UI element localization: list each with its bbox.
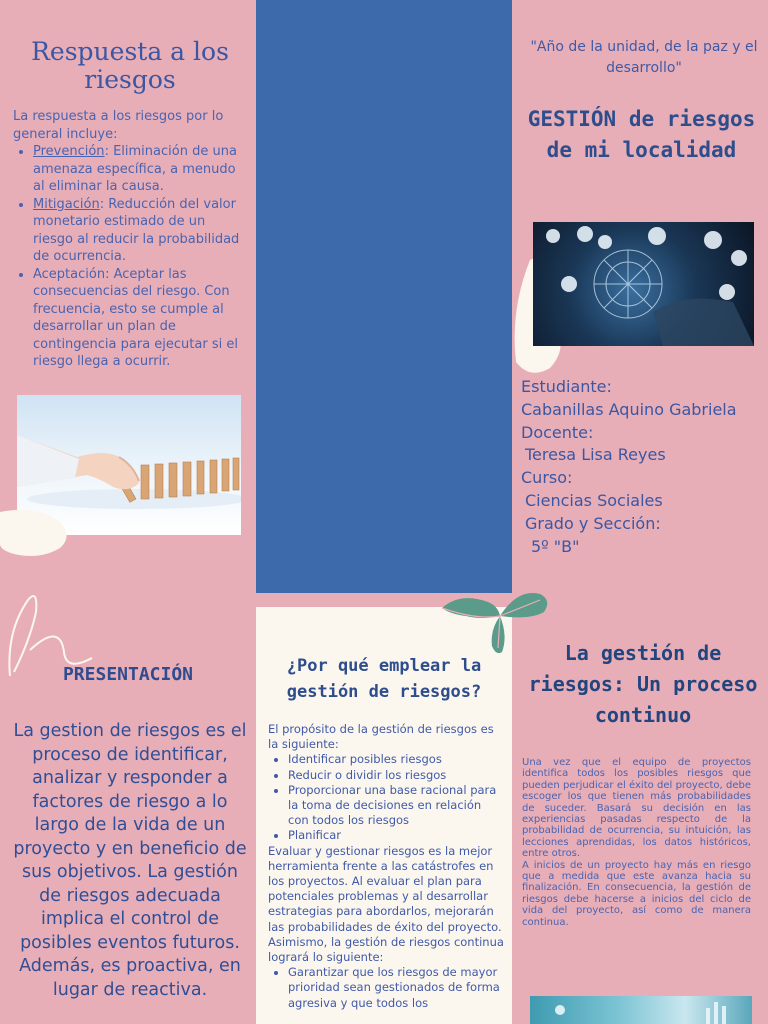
why-item: • Reducir o dividir los riesgos xyxy=(288,768,504,783)
cover-title: GESTIÓN de riesgos de mi localidad xyxy=(527,107,756,162)
teacher-label: Docente: xyxy=(521,422,594,442)
cover-info xyxy=(521,376,768,558)
why-list-2 xyxy=(268,965,504,1011)
process-paragraph-1: Una vez que el equipo de proyectos identifica todos los posibles riesgos que pueden perjudicar el éxito del proyecto, debe escoger los que tienen más probabilidades de suceder. Basará su decisión en las experiencias pasadas respecto de la probabilidad de ocurrencia, su intuición, las lecciones aprendidas, los datos históricos, entre otros. xyxy=(522,757,751,860)
presentation-title: PRESENTACIÓN xyxy=(62,664,194,685)
presentation-body: La gestion de riesgos es el proceso de identificar, analizar y responder a factores de riesgo a lo largo de la vida de un proyecto y en beneficio de sus objetivos. La gestión de riesgos adecuada implica el control de posibles eventos futuros. Además, es proactiva, en lugar de reactiva. xyxy=(13,721,247,1000)
grade-value: 5º "B" xyxy=(531,536,580,556)
why-item: • Proporcionar una base racional para la toma de decisiones en relación con todos los riesgos xyxy=(288,783,504,829)
risk-tech-photo xyxy=(533,222,754,346)
why-body xyxy=(268,722,504,1011)
process-body xyxy=(522,757,751,928)
why-item: • Identificar posibles riesgos xyxy=(288,752,504,767)
year-quote: "Año de la unidad, de la paz y el desarrollo" xyxy=(530,39,758,76)
teacher-name: Teresa Lisa Reyes xyxy=(525,445,666,465)
process-title: La gestión de riesgos: Un proceso continuo xyxy=(528,641,758,727)
response-intro: La respuesta a los riesgos por lo general incluye: xyxy=(13,109,224,142)
response-item-prevention: • Prevención: Eliminación de una amenaza específica, a menudo al eliminar la causa. xyxy=(33,143,243,196)
why-item: • Garantizar que los riesgos de mayor prioridad sean gestionados de forma agresiva y que todos los xyxy=(288,965,504,1011)
student-label: Estudiante: xyxy=(521,377,612,396)
grade-label: Grado y Sección: xyxy=(525,513,661,533)
course-name: Ciencias Sociales xyxy=(525,490,663,510)
response-item-mitigation: • Mitigación: Reducción del valor monetario estimado de un riesgo al reducir la probabilidad de ocurrencia. xyxy=(33,196,243,266)
bottom-right-photo xyxy=(530,996,752,1024)
process-paragraph-2: A inicios de un proyecto hay más en riesgo que a medida que este avanza hacia su finalización. En consecuencia, la gestión de riesgos debe hacerse a inicios del ciclo de vida del proyecto, así como de manera continua. xyxy=(522,859,751,928)
why-list xyxy=(268,752,504,843)
why-intro: El propósito de la gestión de riesgos es la siguiente: xyxy=(268,722,494,752)
leaf-doodle xyxy=(0,504,80,568)
course-label: Curso: xyxy=(521,468,573,488)
blue-center-panel xyxy=(256,0,512,593)
response-item-acceptance: • Aceptación: Aceptar las consecuencias del riesgo. Con frecuencia, esto se cumple al desarrollar un plan de contingencia para ejecutar si el riesgo llega a ocurrir. xyxy=(33,266,243,371)
response-list xyxy=(13,143,243,371)
response-body xyxy=(13,108,243,371)
student-name: Cabanillas Aquino Gabriela xyxy=(521,399,737,419)
why-item: • Planificar xyxy=(288,828,504,843)
why-title: ¿Por qué emplear la gestión de riesgos? xyxy=(286,656,482,702)
response-title: Respuesta a los riesgos xyxy=(31,37,229,94)
why-paragraph: Evaluar y gestionar riesgos es la mejor herramienta frente a las catástrofes en los proyectos. Al evaluar el plan para potenciales problemas y al desarrollar estrategias para abordarlos, mejorarán las probabilidades de éxito del proyecto. Asimismo, la gestión de riesgos continua logrará lo siguiente: xyxy=(268,843,504,965)
